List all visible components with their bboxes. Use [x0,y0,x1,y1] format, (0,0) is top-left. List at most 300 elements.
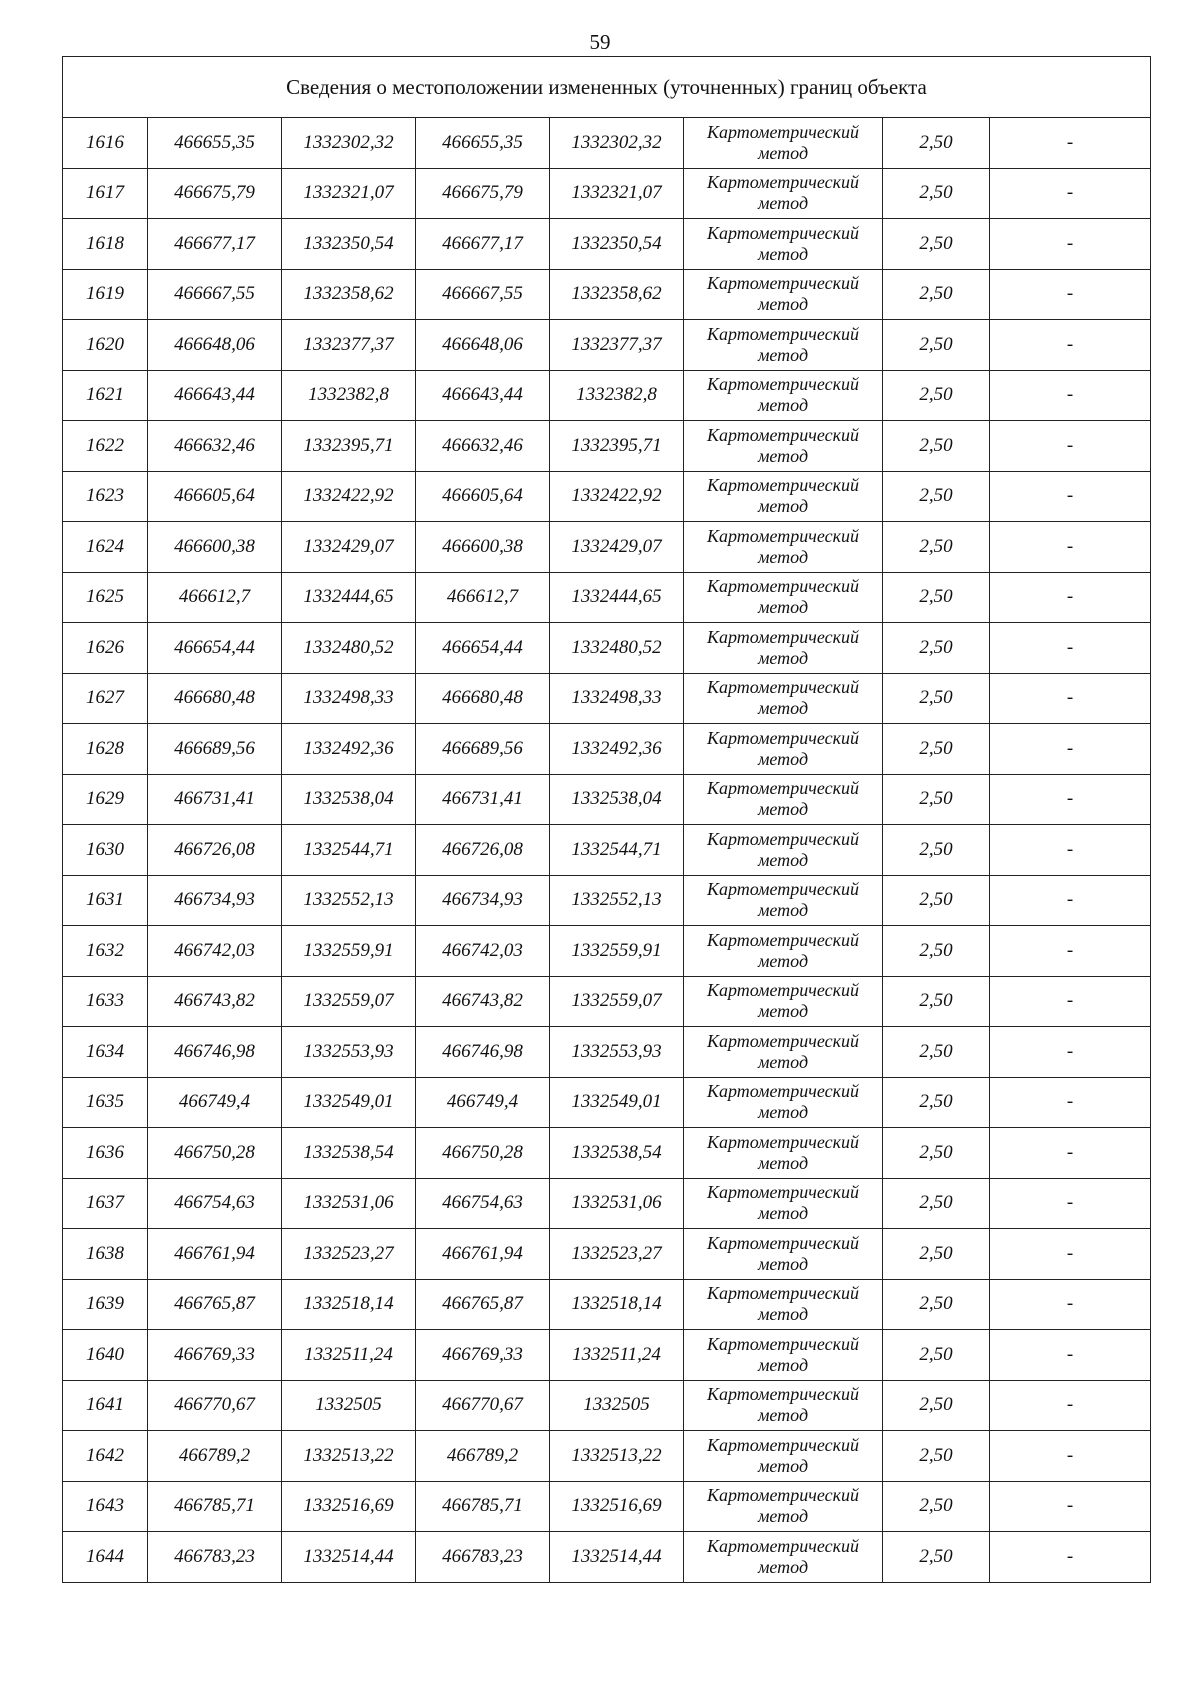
table-row [63,168,1151,219]
method-line-2: метод [757,900,809,921]
method-line-2: метод [757,698,809,719]
note-cell: - [990,1380,1151,1431]
method-line-2: метод [757,597,809,618]
accuracy-cell: 2,50 [883,269,990,320]
note-cell: - [990,724,1151,775]
accuracy-cell: 2,50 [883,825,990,876]
method-line-1: Картометрический [706,929,859,950]
x-existing-cell: 466785,71 [148,1481,282,1532]
method-cell [684,774,883,825]
x-existing-cell: 466746,98 [148,1027,282,1078]
y-existing-cell: 1332429,07 [282,522,416,573]
method-line-1: Картометрический [706,1434,859,1455]
method-cell [684,522,883,573]
y-refined-cell: 1332518,14 [550,1279,684,1330]
point-number-cell: 1619 [63,269,148,320]
table-row [63,976,1151,1027]
method-line-1: Картометрический [706,576,859,597]
table-caption: Сведения о местоположении измененных (уточненных) границ объекта [63,57,1151,118]
x-refined-cell: 466749,4 [416,1077,550,1128]
accuracy-cell: 2,50 [883,1128,990,1179]
method-line-1: Картометрический [706,1535,859,1556]
x-existing-cell: 466643,44 [148,370,282,421]
accuracy-cell: 2,50 [883,774,990,825]
note-cell: - [990,219,1151,270]
method-line-1: Картометрический [706,525,859,546]
x-refined-cell: 466605,64 [416,471,550,522]
y-existing-cell: 1332444,65 [282,572,416,623]
x-existing-cell: 466731,41 [148,774,282,825]
method-line-2: метод [757,1253,809,1274]
accuracy-cell: 2,50 [883,976,990,1027]
y-refined-cell: 1332544,71 [550,825,684,876]
accuracy-cell: 2,50 [883,219,990,270]
accuracy-cell: 2,50 [883,1279,990,1330]
method-line-1: Картометрический [706,1182,859,1203]
x-existing-cell: 466605,64 [148,471,282,522]
y-refined-cell: 1332382,8 [550,370,684,421]
y-refined-cell: 1332549,01 [550,1077,684,1128]
y-refined-cell: 1332531,06 [550,1178,684,1229]
note-cell: - [990,926,1151,977]
accuracy-cell: 2,50 [883,471,990,522]
y-existing-cell: 1332516,69 [282,1481,416,1532]
method-cell [684,976,883,1027]
accuracy-cell: 2,50 [883,168,990,219]
method-line-2: метод [757,496,809,517]
note-cell: - [990,673,1151,724]
y-existing-cell: 1332523,27 [282,1229,416,1280]
y-refined-cell: 1332395,71 [550,421,684,472]
y-refined-cell: 1332514,44 [550,1532,684,1583]
x-existing-cell: 466742,03 [148,926,282,977]
point-number-cell: 1629 [63,774,148,825]
table-row [63,623,1151,674]
method-cell [684,471,883,522]
method-cell [684,926,883,977]
method-line-2: метод [757,950,809,971]
method-line-2: метод [757,748,809,769]
method-line-1: Картометрический [706,1232,859,1253]
x-refined-cell: 466600,38 [416,522,550,573]
method-line-1: Картометрический [706,1333,859,1354]
table-row [63,825,1151,876]
note-cell: - [990,1128,1151,1179]
y-refined-cell: 1332302,32 [550,118,684,169]
point-number-cell: 1623 [63,471,148,522]
note-cell: - [990,825,1151,876]
point-number-cell: 1617 [63,168,148,219]
y-existing-cell: 1332538,54 [282,1128,416,1179]
accuracy-cell: 2,50 [883,1229,990,1280]
point-number-cell: 1638 [63,1229,148,1280]
method-line-2: метод [757,647,809,668]
y-refined-cell: 1332505 [550,1380,684,1431]
point-number-cell: 1637 [63,1178,148,1229]
x-existing-cell: 466655,35 [148,118,282,169]
accuracy-cell: 2,50 [883,1330,990,1381]
accuracy-cell: 2,50 [883,875,990,926]
x-refined-cell: 466726,08 [416,825,550,876]
table-row [63,421,1151,472]
table-row [63,1128,1151,1179]
accuracy-cell: 2,50 [883,724,990,775]
x-existing-cell: 466612,7 [148,572,282,623]
point-number-cell: 1630 [63,825,148,876]
boundary-coordinates-table [62,56,1151,1583]
table-row [63,875,1151,926]
y-refined-cell: 1332553,93 [550,1027,684,1078]
accuracy-cell: 2,50 [883,623,990,674]
method-line-2: метод [757,1556,809,1577]
y-refined-cell: 1332516,69 [550,1481,684,1532]
note-cell: - [990,168,1151,219]
method-cell [684,1027,883,1078]
x-refined-cell: 466654,44 [416,623,550,674]
x-refined-cell: 466667,55 [416,269,550,320]
table-row [63,1027,1151,1078]
y-refined-cell: 1332559,91 [550,926,684,977]
note-cell: - [990,774,1151,825]
x-refined-cell: 466750,28 [416,1128,550,1179]
y-refined-cell: 1332480,52 [550,623,684,674]
table-row [63,269,1151,320]
x-existing-cell: 466765,87 [148,1279,282,1330]
note-cell: - [990,320,1151,371]
table-row [63,118,1151,169]
x-existing-cell: 466789,2 [148,1431,282,1482]
note-cell: - [990,370,1151,421]
page-number: 59 [589,30,611,54]
accuracy-cell: 2,50 [883,572,990,623]
x-refined-cell: 466648,06 [416,320,550,371]
y-existing-cell: 1332321,07 [282,168,416,219]
x-existing-cell: 466675,79 [148,168,282,219]
table-row [63,774,1151,825]
accuracy-cell: 2,50 [883,522,990,573]
y-refined-cell: 1332321,07 [550,168,684,219]
table-row [63,1380,1151,1431]
x-refined-cell: 466643,44 [416,370,550,421]
method-cell [684,673,883,724]
x-existing-cell: 466734,93 [148,875,282,926]
x-refined-cell: 466769,33 [416,1330,550,1381]
table-row [63,370,1151,421]
y-existing-cell: 1332302,32 [282,118,416,169]
method-cell [684,1229,883,1280]
y-refined-cell: 1332429,07 [550,522,684,573]
note-cell: - [990,976,1151,1027]
table-row [63,471,1151,522]
x-refined-cell: 466689,56 [416,724,550,775]
x-refined-cell: 466731,41 [416,774,550,825]
x-existing-cell: 466667,55 [148,269,282,320]
note-cell: - [990,471,1151,522]
method-cell [684,623,883,674]
x-refined-cell: 466789,2 [416,1431,550,1482]
method-cell [684,1178,883,1229]
y-refined-cell: 1332498,33 [550,673,684,724]
y-existing-cell: 1332511,24 [282,1330,416,1381]
method-line-2: метод [757,193,809,214]
method-cell [684,168,883,219]
y-existing-cell: 1332358,62 [282,269,416,320]
x-refined-cell: 466783,23 [416,1532,550,1583]
y-refined-cell: 1332552,13 [550,875,684,926]
point-number-cell: 1620 [63,320,148,371]
method-cell [684,370,883,421]
y-refined-cell: 1332511,24 [550,1330,684,1381]
x-refined-cell: 466675,79 [416,168,550,219]
method-cell [684,1330,883,1381]
x-existing-cell: 466749,4 [148,1077,282,1128]
note-cell: - [990,572,1151,623]
y-refined-cell: 1332350,54 [550,219,684,270]
y-existing-cell: 1332549,01 [282,1077,416,1128]
note-cell: - [990,118,1151,169]
y-existing-cell: 1332513,22 [282,1431,416,1482]
accuracy-cell: 2,50 [883,1027,990,1078]
accuracy-cell: 2,50 [883,320,990,371]
method-line-2: метод [757,395,809,416]
x-existing-cell: 466783,23 [148,1532,282,1583]
method-line-2: метод [757,243,809,264]
y-refined-cell: 1332538,54 [550,1128,684,1179]
point-number-cell: 1628 [63,724,148,775]
method-line-2: метод [757,1455,809,1476]
point-number-cell: 1627 [63,673,148,724]
accuracy-cell: 2,50 [883,1077,990,1128]
method-cell [684,1077,883,1128]
method-line-2: метод [757,1405,809,1426]
point-number-cell: 1622 [63,421,148,472]
method-line-2: метод [757,344,809,365]
table-row [63,1279,1151,1330]
x-existing-cell: 466754,63 [148,1178,282,1229]
accuracy-cell: 2,50 [883,1431,990,1482]
method-line-1: Картометрический [706,172,859,193]
y-existing-cell: 1332544,71 [282,825,416,876]
method-line-1: Картометрический [706,475,859,496]
y-existing-cell: 1332518,14 [282,1279,416,1330]
note-cell: - [990,875,1151,926]
point-number-cell: 1631 [63,875,148,926]
x-existing-cell: 466648,06 [148,320,282,371]
table-row [63,1229,1151,1280]
y-existing-cell: 1332422,92 [282,471,416,522]
y-refined-cell: 1332559,07 [550,976,684,1027]
y-refined-cell: 1332513,22 [550,1431,684,1482]
point-number-cell: 1626 [63,623,148,674]
table-row [63,724,1151,775]
method-line-2: метод [757,1001,809,1022]
note-cell: - [990,1481,1151,1532]
method-cell [684,320,883,371]
table-caption-row [63,57,1151,118]
y-existing-cell: 1332382,8 [282,370,416,421]
table-row [63,1077,1151,1128]
method-line-2: метод [757,799,809,820]
y-refined-cell: 1332358,62 [550,269,684,320]
point-number-cell: 1624 [63,522,148,573]
y-existing-cell: 1332552,13 [282,875,416,926]
y-refined-cell: 1332492,36 [550,724,684,775]
accuracy-cell: 2,50 [883,370,990,421]
table-row [63,1178,1151,1229]
point-number-cell: 1632 [63,926,148,977]
table-row [63,926,1151,977]
y-existing-cell: 1332553,93 [282,1027,416,1078]
method-line-1: Картометрический [706,828,859,849]
x-existing-cell: 466689,56 [148,724,282,775]
method-line-2: метод [757,1051,809,1072]
x-refined-cell: 466655,35 [416,118,550,169]
note-cell: - [990,269,1151,320]
table-row [63,522,1151,573]
x-existing-cell: 466743,82 [148,976,282,1027]
accuracy-cell: 2,50 [883,926,990,977]
note-cell: - [990,1178,1151,1229]
method-line-2: метод [757,1203,809,1224]
y-existing-cell: 1332505 [282,1380,416,1431]
x-existing-cell: 466677,17 [148,219,282,270]
method-line-1: Картометрический [706,1384,859,1405]
method-line-1: Картометрический [706,727,859,748]
note-cell: - [990,1532,1151,1583]
point-number-cell: 1636 [63,1128,148,1179]
x-existing-cell: 466761,94 [148,1229,282,1280]
method-line-1: Картометрический [706,273,859,294]
y-existing-cell: 1332498,33 [282,673,416,724]
accuracy-cell: 2,50 [883,1532,990,1583]
x-refined-cell: 466746,98 [416,1027,550,1078]
method-line-1: Картометрический [706,980,859,1001]
y-existing-cell: 1332492,36 [282,724,416,775]
y-refined-cell: 1332444,65 [550,572,684,623]
point-number-cell: 1634 [63,1027,148,1078]
method-line-2: метод [757,1304,809,1325]
y-refined-cell: 1332523,27 [550,1229,684,1280]
table-row [63,572,1151,623]
y-existing-cell: 1332395,71 [282,421,416,472]
x-existing-cell: 466750,28 [148,1128,282,1179]
x-existing-cell: 466632,46 [148,421,282,472]
accuracy-cell: 2,50 [883,421,990,472]
point-number-cell: 1643 [63,1481,148,1532]
x-refined-cell: 466612,7 [416,572,550,623]
method-line-1: Картометрический [706,677,859,698]
method-line-1: Картометрический [706,1283,859,1304]
point-number-cell: 1618 [63,219,148,270]
accuracy-cell: 2,50 [883,1380,990,1431]
table-body [63,57,1151,1583]
note-cell: - [990,1279,1151,1330]
x-refined-cell: 466761,94 [416,1229,550,1280]
y-refined-cell: 1332538,04 [550,774,684,825]
accuracy-cell: 2,50 [883,118,990,169]
y-existing-cell: 1332480,52 [282,623,416,674]
note-cell: - [990,1431,1151,1482]
point-number-cell: 1633 [63,976,148,1027]
point-number-cell: 1640 [63,1330,148,1381]
y-existing-cell: 1332559,91 [282,926,416,977]
method-line-2: метод [757,294,809,315]
x-refined-cell: 466742,03 [416,926,550,977]
x-refined-cell: 466785,71 [416,1481,550,1532]
point-number-cell: 1616 [63,118,148,169]
method-line-1: Картометрический [706,879,859,900]
method-cell [684,1431,883,1482]
x-existing-cell: 466769,33 [148,1330,282,1381]
point-number-cell: 1642 [63,1431,148,1482]
method-cell [684,1279,883,1330]
method-cell [684,1128,883,1179]
accuracy-cell: 2,50 [883,673,990,724]
x-refined-cell: 466743,82 [416,976,550,1027]
note-cell: - [990,1330,1151,1381]
method-line-1: Картометрический [706,1485,859,1506]
y-existing-cell: 1332377,37 [282,320,416,371]
method-line-2: метод [757,1354,809,1375]
accuracy-cell: 2,50 [883,1481,990,1532]
method-cell [684,219,883,270]
method-line-1: Картометрический [706,121,859,142]
x-refined-cell: 466770,67 [416,1380,550,1431]
x-existing-cell: 466680,48 [148,673,282,724]
point-number-cell: 1644 [63,1532,148,1583]
note-cell: - [990,1077,1151,1128]
method-cell [684,875,883,926]
method-cell [684,1380,883,1431]
method-line-2: метод [757,1506,809,1527]
method-line-2: метод [757,1102,809,1123]
y-existing-cell: 1332531,06 [282,1178,416,1229]
point-number-cell: 1639 [63,1279,148,1330]
note-cell: - [990,522,1151,573]
x-refined-cell: 466765,87 [416,1279,550,1330]
note-cell: - [990,623,1151,674]
method-cell [684,1481,883,1532]
table-row [63,1481,1151,1532]
note-cell: - [990,421,1151,472]
method-line-1: Картометрический [706,222,859,243]
y-existing-cell: 1332538,04 [282,774,416,825]
y-existing-cell: 1332559,07 [282,976,416,1027]
method-cell [684,572,883,623]
y-refined-cell: 1332422,92 [550,471,684,522]
method-line-1: Картометрический [706,374,859,395]
table-row [63,1532,1151,1583]
x-refined-cell: 466632,46 [416,421,550,472]
method-line-2: метод [757,445,809,466]
method-line-2: метод [757,546,809,567]
method-line-2: метод [757,849,809,870]
x-refined-cell: 466680,48 [416,673,550,724]
table-row [63,1431,1151,1482]
x-refined-cell: 466734,93 [416,875,550,926]
point-number-cell: 1625 [63,572,148,623]
x-existing-cell: 466654,44 [148,623,282,674]
method-line-1: Картометрический [706,778,859,799]
table-row [63,673,1151,724]
y-existing-cell: 1332350,54 [282,219,416,270]
x-existing-cell: 466770,67 [148,1380,282,1431]
method-cell [684,118,883,169]
method-cell [684,724,883,775]
method-cell [684,825,883,876]
point-number-cell: 1635 [63,1077,148,1128]
point-number-cell: 1641 [63,1380,148,1431]
